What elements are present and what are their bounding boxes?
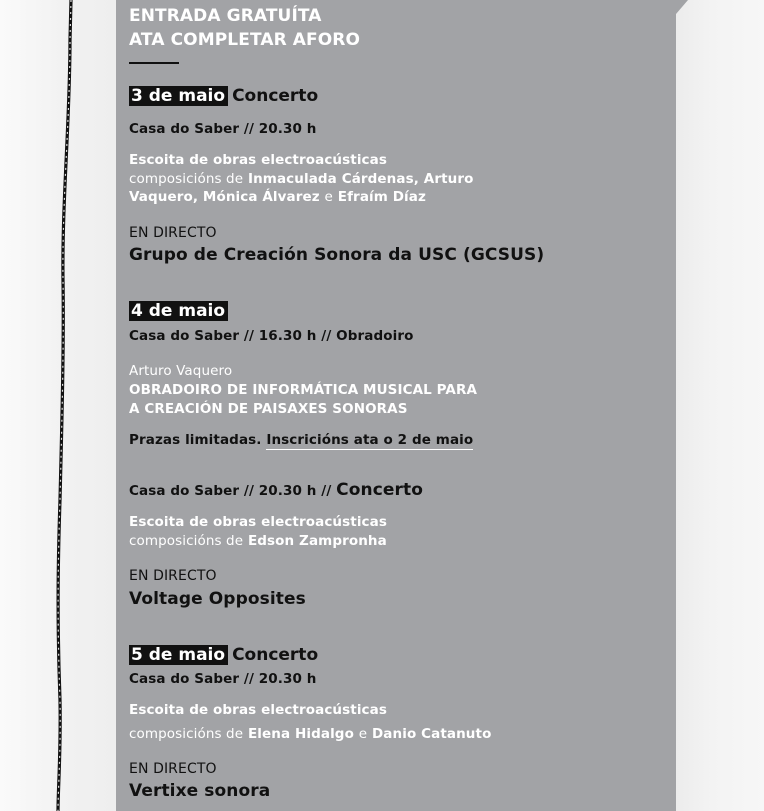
- event-3-live-label: EN DIRECTO: [129, 568, 217, 584]
- event-2-registration-link[interactable]: Inscricións ata o 2 de maio: [266, 432, 474, 448]
- event-3-composers: composicións de Edson Zampronha: [129, 533, 387, 549]
- event-2-registration-row: Prazas limitadas. Inscricións ata o 2 de maio: [129, 432, 474, 448]
- audio-cable-graphic: [0, 0, 116, 811]
- event-2-workshop-title-2: A CREACIÓN DE PAISAXES SONORAS: [129, 401, 408, 417]
- admission-line-1: ENTRADA GRATUÍTA: [129, 6, 322, 26]
- event-4-date-row: [129, 645, 318, 665]
- admission-line-2: ATA COMPLETAR AFORO: [129, 30, 361, 50]
- event-4-live-label: EN DIRECTO: [129, 761, 217, 777]
- event-4-date: 5 de maio: [129, 645, 228, 665]
- event-4-composers: composicións de Elena Hidalgo e Danio Catanuto: [129, 726, 492, 742]
- event-4-venue: Casa do Saber // 20.30 h: [129, 671, 317, 687]
- event-4-listen-title: Escoita de obras electroacústicas: [129, 702, 388, 718]
- event-2-workshop-leader: Arturo Vaquero: [129, 363, 233, 379]
- event-3-venue-row: [129, 481, 423, 500]
- event-1-listen-title: Escoita de obras electroacústicas: [129, 152, 388, 168]
- event-2-date-row: [129, 301, 228, 321]
- event-1-composers-line-1: composicións de Inmaculada Cárdenas, Arturo: [129, 171, 474, 187]
- event-3-kind: Concerto: [336, 480, 424, 500]
- event-1-kind: Concerto: [232, 86, 319, 106]
- event-4-kind: Concerto: [232, 645, 319, 665]
- event-1-date: 3 de maio: [129, 86, 228, 106]
- event-1-date-row: [129, 86, 318, 106]
- event-2-date: 4 de maio: [129, 301, 228, 321]
- event-3-venue: Casa do Saber // 20.30 h //: [129, 483, 332, 499]
- event-1-live-label: EN DIRECTO: [129, 225, 217, 241]
- background-right: [676, 0, 764, 811]
- event-3-listen-title: Escoita de obras electroacústicas: [129, 514, 388, 530]
- panel-corner: [676, 0, 688, 14]
- event-1-composers-line-2: Vaquero, Mónica Álvarez e Efraím Díaz: [129, 189, 426, 205]
- event-1-performer: Grupo de Creación Sonora da USC (GCSUS): [129, 245, 545, 265]
- event-1-venue: Casa do Saber // 20.30 h: [129, 121, 317, 137]
- event-2-workshop-title-1: OBRADOIRO DE INFORMÁTICA MUSICAL PARA: [129, 382, 477, 398]
- event-3-performer: Voltage Opposites: [129, 589, 306, 609]
- event-4-performer: Vertixe sonora: [129, 781, 271, 801]
- header-divider: [129, 62, 179, 64]
- event-2-venue: Casa do Saber // 16.30 h // Obradoiro: [129, 328, 414, 344]
